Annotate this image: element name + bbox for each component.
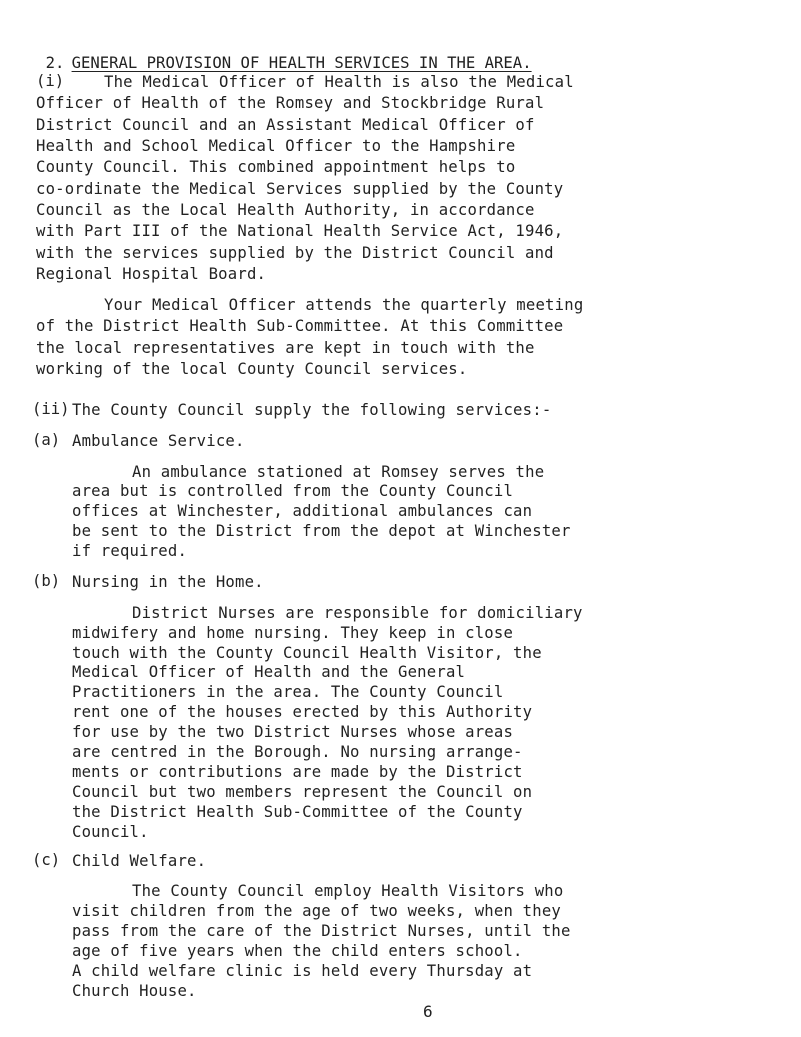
paragraph-line: age of five years when the child enters school. — [72, 942, 523, 960]
paragraph-line: Church House. — [72, 982, 197, 1000]
paragraph-line: County Council. This combined appointment helps to — [36, 158, 516, 176]
page-number: 6 — [423, 1002, 433, 1021]
paragraph-line: An ambulance stationed at Romsey serves the — [132, 463, 545, 481]
paragraph-line: A child welfare clinic is held every Thursday at — [72, 962, 533, 980]
paragraph-line: are centred in the Borough. No nursing arrange- — [72, 743, 523, 761]
paragraph-line: District Nurses are responsible for domiciliary — [132, 604, 583, 622]
paragraph-line: The Medical Officer of Health is also the Medical — [104, 73, 574, 91]
item-b-heading: Nursing in the Home. — [72, 573, 264, 591]
paragraph-line: Council. — [72, 823, 149, 841]
item-c-marker: (c) — [32, 851, 61, 869]
paragraph-line: co-ordinate the Medical Services supplied by the County — [36, 180, 564, 198]
paragraph-line: of the District Health Sub-Committee. At this Committee — [36, 317, 564, 335]
paragraph-line: working of the local County Council services. — [36, 360, 468, 378]
paragraph-line: Council but two members represent the Council on — [72, 783, 533, 801]
paragraph-line: touch with the County Council Health Visitor, the — [72, 644, 542, 662]
paragraph-line: Medical Officer of Health and the General — [72, 663, 466, 681]
paragraph-line: Your Medical Officer attends the quarterly meeting — [104, 296, 584, 314]
item-a-marker: (a) — [32, 431, 61, 449]
paragraph-line: Regional Hospital Board. — [36, 265, 267, 283]
paragraph-line: Practitioners in the area. The County Council — [72, 683, 504, 701]
item-a-heading: Ambulance Service. — [72, 432, 245, 450]
item-c-heading: Child Welfare. — [72, 852, 207, 870]
paragraph-line: visit children from the age of two weeks, when they — [72, 902, 561, 920]
paragraph-line: area but is controlled from the County Council — [72, 482, 514, 500]
part-i-marker: (i) — [36, 72, 65, 90]
paragraph-line: Health and School Medical Officer to the Hampshire — [36, 137, 516, 155]
part-ii-intro: The County Council supply the following services:- — [72, 401, 552, 419]
paragraph-line: District Council and an Assistant Medical Officer of — [36, 116, 535, 134]
item-b-marker: (b) — [32, 572, 61, 590]
paragraph-line: midwifery and home nursing. They keep in close — [72, 624, 514, 642]
paragraph-line: Council as the Local Health Authority, in accordance — [36, 201, 535, 219]
paragraph-line: The County Council employ Health Visitors who — [132, 882, 564, 900]
paragraph-line: the District Health Sub-Committee of the County — [72, 803, 523, 821]
paragraph-line: pass from the care of the District Nurses, until the — [72, 922, 571, 940]
paragraph-line: if required. — [72, 542, 188, 560]
section-title: GENERAL PROVISION OF HEALTH SERVICES IN THE AREA. — [71, 54, 532, 72]
part-ii-marker: (ii) — [32, 400, 70, 418]
paragraph-line: be sent to the District from the depot at Winchester — [72, 522, 571, 540]
paragraph-line: the local representatives are kept in touch with the — [36, 339, 535, 357]
paragraph-line: rent one of the houses erected by this Authority — [72, 703, 533, 721]
section-number: 2. — [45, 54, 65, 72]
paragraph-line: for use by the two District Nurses whose areas — [72, 723, 514, 741]
paragraph-line: offices at Winchester, additional ambulances can — [72, 502, 533, 520]
paragraph-line: ments or contributions are made by the District — [72, 763, 523, 781]
paragraph-line: with the services supplied by the District Council and — [36, 244, 554, 262]
paragraph-line: Officer of Health of the Romsey and Stockbridge Rural — [36, 94, 545, 112]
paragraph-line: with Part III of the National Health Service Act, 1946, — [36, 222, 564, 240]
